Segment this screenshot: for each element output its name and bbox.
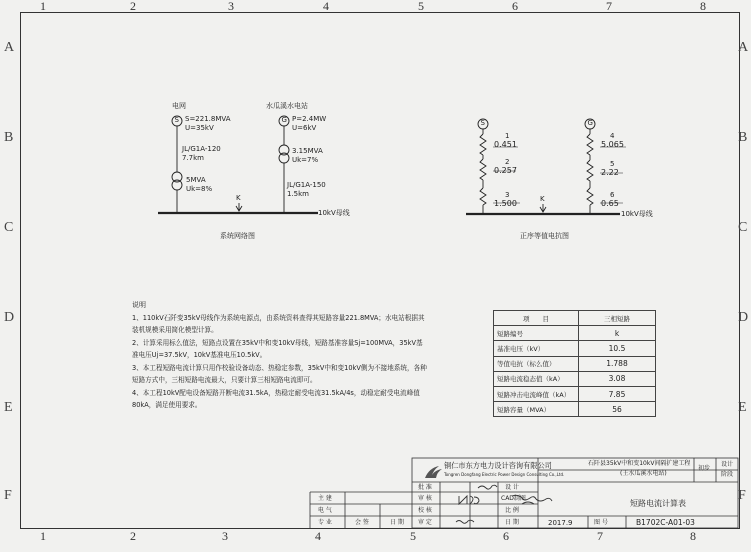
grid-row-a: A [4,40,15,55]
table-header-item: 项 目 [494,311,579,326]
eq-bus-label: 10kV母线 [621,210,653,218]
notes-line-1: 1、110kV石阡变35kV母线作为系统电源点，由系统资料查得其短路容量221.8MVA；水电站根据其 [132,313,425,322]
network-caption: 系统网络图 [220,232,255,240]
grid-row-f: F [4,488,12,503]
table-row-value: 3.08 [579,371,656,386]
notes-line-5: 3、本工程短路电流计算只用作校验设备动态、热稳定参数，35kV中和变10kV侧为不接地系统，各种 [132,363,427,372]
grid-source-label: 电网 [172,102,186,110]
notes-line-6: 短路方式中，三相短路电流最大，只要计算三相短路电流即可。 [132,376,317,384]
date2-label: 日 期 [390,519,404,526]
company-logo [425,466,442,478]
grid-col-4-bottom: 4 [315,529,321,543]
stage-label: 初步 [698,465,711,472]
transformer2-uk: Uk=7% [292,156,319,164]
cad-label: CAD制图 [501,495,526,502]
notes-title: 说明 [132,301,146,309]
eq-r2-value: 0.257 [494,166,517,175]
date-label: 日 期 [505,519,519,526]
eq-r5-number: 5 [610,160,615,168]
check-label: 校 核 [418,507,432,514]
company-name: 铜仁市东方电力设计咨询有限公司 [444,461,552,470]
grid-row-d-right: D [738,310,749,325]
bus-label: 10kV母线 [318,209,350,217]
transformer1-uk: Uk=8% [186,185,213,193]
scale-label: 比 例 [505,507,519,514]
plant-label: 水瓜溪水电站 [266,102,308,110]
table-row-value: 1.788 [579,356,656,371]
notes-line-3: 2、计算采用标么值法，短路点设置在35kV中和变10kV母线，短路基准容量Sj=100MVA，35kV基 [132,338,423,347]
grid-row-c: C [4,220,14,235]
grid-col-1-bottom: 1 [40,529,46,543]
grid-row-a-right: A [738,40,749,55]
grid-row-d: D [4,310,15,325]
table-row-value: k [579,326,656,341]
grid-col-4: 4 [323,0,329,13]
eq-source-s-symbol: S [480,119,485,127]
stage-label-3: 阶段 [721,471,734,478]
date-value: 2017.9 [548,519,573,527]
design-label: 设 计 [505,484,519,491]
grid-row-e: E [4,400,13,415]
grid-col-7-bottom: 7 [597,529,603,543]
transformer2-capacity: 3.15MVA [292,147,323,155]
plant-voltage: U=6kV [292,124,317,132]
eq-source-g-symbol: G [587,119,593,127]
grid-source-voltage: U=35kV [185,124,214,132]
grid-col-8: 8 [700,0,706,13]
eq-fault-point-k: K [540,195,545,203]
line1-type: JL/G1A-120 [182,145,221,153]
eq-r1-number: 1 [505,132,510,140]
stage-label-2: 设计 [721,461,734,468]
table-row-value: 56 [579,402,656,417]
grid-col-5-bottom: 5 [410,529,416,543]
eq-caption: 正序等值电抗图 [520,232,569,240]
grid-row-c-right: C [738,220,748,235]
grid-col-5: 5 [418,0,424,13]
grid-col-8-bottom: 8 [690,529,696,543]
line2-type: JL/G1A-150 [287,181,326,189]
grid-row-b-right: B [738,130,748,145]
project-sub: (王水瓜溪水电站) [620,470,667,477]
notes-line-7: 4、本工程10kV配电设备短路开断电流31.5kA，热稳定耐受电流31.5kA/4s，动稳定耐受电流峰值 [132,388,420,397]
grid-row-e-right: E [738,400,747,415]
fault-point-k: K [236,194,241,202]
major-label: 专 业 [318,519,332,526]
eq-r6-value: 0.65 [601,199,619,208]
grid-col-2-bottom: 2 [130,529,136,543]
eq-r4-value: 5.065 [601,140,624,149]
table-row-label: 基准电压（kV） [494,341,579,356]
plant-symbol: G [281,116,287,124]
drawing-no-label: 图 号 [594,519,608,526]
grid-col-3: 3 [228,0,234,13]
eq-r3-number: 3 [505,191,510,199]
grid-col-2: 2 [130,0,136,13]
table-row-value: 10.5 [579,341,656,356]
grid-col-6: 6 [512,0,518,13]
grid-col-6-bottom: 6 [503,529,509,543]
table-row-label: 短路容量（MVA） [494,402,579,417]
table-row-label: 短路电流稳态值（kA） [494,371,579,386]
audit-label: 审 定 [418,519,432,526]
grid-source-symbol: S [174,116,179,124]
grid-col-1: 1 [40,0,46,13]
notes-line-4: 准电压Uj=37.5kV，10kV基准电压10.5kV。 [132,351,267,359]
line2-length: 1.5km [287,190,310,198]
notes-line-8: 80kA，满足使用要求。 [132,401,202,409]
drawing-title: 短路电流计算表 [630,499,686,508]
review-label: 审 核 [418,495,432,502]
grid-row-f-right: F [738,488,746,503]
approve-label: 批 准 [418,484,432,491]
eq-r6-number: 6 [610,191,615,199]
notes-line-2: 装机规模采用简化模型计算。 [132,326,218,334]
eq-r5-value: 2.22 [601,168,619,177]
project-name: 石阡县35kV中和变10kV间隔扩建工程 [588,460,691,467]
grid-col-3-bottom: 3 [222,529,228,543]
table-row-label: 短路冲击电流峰值（kA） [494,386,579,401]
sign-label: 会 签 [355,519,369,526]
table-row-value: 7.85 [579,386,656,401]
line1-length: 7.7km [182,154,205,162]
eq-r1-value: 0.451 [494,140,517,149]
table-row-label: 等值电抗（标么值） [494,356,579,371]
table-row-label: 短路编号 [494,326,579,341]
table-header-value: 三相短路 [579,311,656,326]
eq-r2-number: 2 [505,158,510,166]
transformer1-capacity: 5MVA [186,176,206,184]
grid-source-capacity: S=221.8MVA [185,115,231,123]
grid-col-7: 7 [606,0,612,13]
plant-power: P=2.4MW [292,115,327,123]
drawing-no: B1702C-A01-03 [636,518,695,527]
eq-r3-value: 1.500 [494,199,517,208]
grid-row-b: B [4,130,14,145]
elec-label: 电 气 [318,507,332,514]
main-label: 主 建 [318,495,332,502]
eq-r4-number: 4 [610,132,615,140]
company-name-en: Tongren Dongfang Electric Power Design Consulting Co.,Ltd. [444,472,565,477]
